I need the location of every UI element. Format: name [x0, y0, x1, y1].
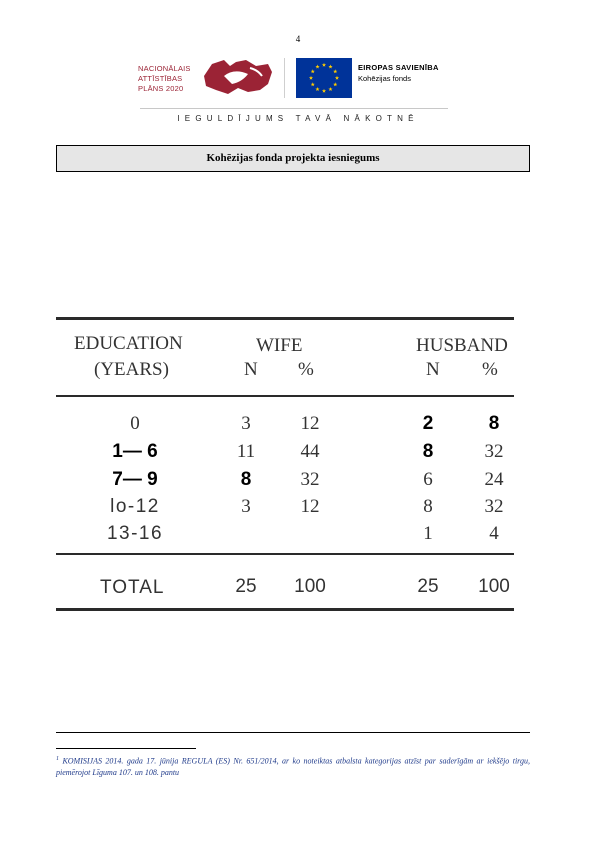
footnote-divider	[56, 748, 196, 749]
row-1-husband-n: 8	[422, 441, 434, 462]
footnote	[56, 754, 530, 778]
nap-2020-logo	[136, 56, 276, 100]
eu-logo-text	[358, 62, 439, 84]
total-husband-n: 25	[417, 576, 439, 597]
total-label: TOTAL	[100, 577, 165, 598]
row-0-education: 0	[130, 413, 140, 434]
header-education: EDUCATION	[74, 333, 183, 354]
footer-divider	[56, 732, 530, 733]
row-0-husband-pct: 8	[488, 413, 500, 434]
row-2-wife-n: 8	[240, 469, 252, 490]
row-3-husband-pct: 32	[484, 496, 504, 517]
scanned-education-table	[56, 185, 534, 705]
row-4-education: 13-16	[106, 523, 164, 544]
row-3-wife-pct: 12	[300, 496, 320, 517]
row-1-husband-pct: 32	[484, 441, 504, 462]
row-3-education: lo-12	[110, 496, 160, 517]
total-wife-n: 25	[235, 576, 257, 597]
row-3-husband-n: 8	[423, 496, 433, 517]
nap-logo-line3: PLĀNS 2020	[138, 84, 184, 93]
table-bottom-rule	[56, 608, 514, 611]
header-wife: WIFE	[256, 335, 303, 356]
row-3-wife-n: 3	[241, 496, 251, 517]
row-0-wife-pct: 12	[300, 413, 320, 434]
header-years: (YEARS)	[94, 359, 169, 380]
header-husband-pct: %	[482, 359, 498, 380]
row-1-wife-pct: 44	[300, 441, 320, 462]
row-1-education: 1— 6	[112, 441, 158, 462]
table-top-rule	[56, 317, 514, 320]
header-husband-n: N	[426, 359, 440, 380]
eu-title: EIROPAS SAVIENĪBA	[358, 63, 439, 72]
row-4-husband-n: 1	[423, 523, 433, 544]
latvia-map-icon	[198, 56, 276, 98]
document-title-box: Kohēzijas fonda projekta iesniegums	[56, 145, 530, 172]
table-header-rule	[56, 395, 514, 397]
row-2-wife-pct: 32	[300, 469, 320, 490]
nap-logo-line2: ATTĪSTĪBAS	[138, 74, 183, 83]
nap-logo-line1: NACIONĀLAIS	[138, 64, 191, 73]
total-husband-pct: 100	[478, 576, 510, 597]
page-number: 4	[295, 34, 301, 44]
header-husband: HUSBAND	[416, 335, 508, 356]
footnote-text: KOMISIJAS 2014. gada 17. jūnija REGULA (ES) Nr. 651/2014, ar ko noteiktas atbalsta kategorijas atzīst par saderīgām ar iekšējo tirgu, piemērojot Līguma 107. un 108. pantu	[56, 756, 530, 777]
row-1-wife-n: 11	[236, 441, 256, 462]
table-body-rule	[56, 553, 514, 555]
nap-logo-text	[138, 64, 191, 94]
row-4-husband-pct: 4	[489, 523, 499, 544]
slogan: IEGULDĪJUMS TAVĀ NĀKOTNĒ	[177, 114, 419, 123]
eu-subtitle: Kohēzijas fonds	[358, 74, 411, 83]
footnote-marker: 1	[56, 756, 59, 762]
row-0-husband-n: 2	[422, 413, 434, 434]
header-divider	[140, 108, 448, 109]
total-wife-pct: 100	[294, 576, 326, 597]
row-2-husband-n: 6	[423, 469, 433, 490]
row-2-education: 7— 9	[112, 469, 158, 490]
logo-divider	[284, 58, 285, 98]
header-wife-n: N	[244, 359, 258, 380]
row-2-husband-pct: 24	[484, 469, 504, 490]
eu-flag-icon	[296, 58, 352, 98]
row-0-wife-n: 3	[241, 413, 251, 434]
header-wife-pct: %	[298, 359, 314, 380]
